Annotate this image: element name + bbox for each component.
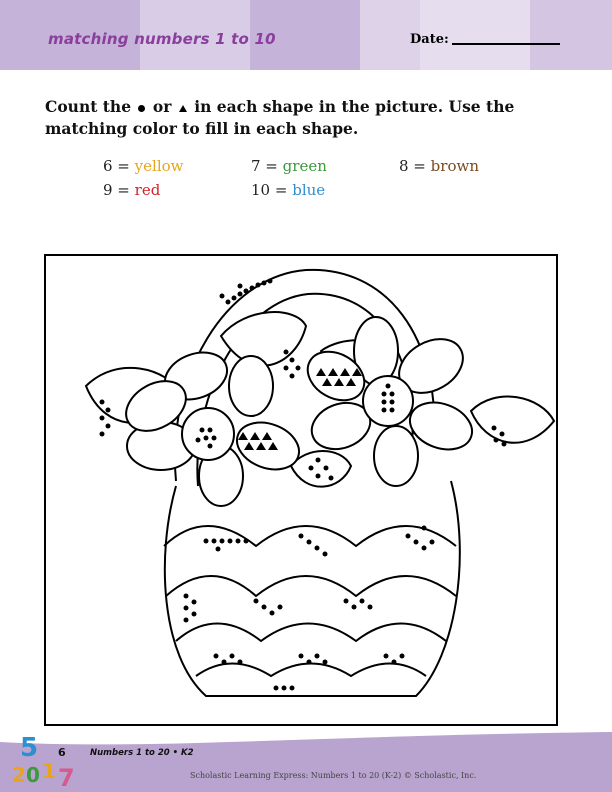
numbers-logo (8, 732, 80, 790)
page-header (0, 0, 612, 70)
logo-digit: 7 (58, 764, 75, 790)
flower-basket-illustration (46, 256, 556, 724)
page-number: 6 (58, 746, 66, 759)
copyright: Scholastic Learning Express: Numbers 1 to 20 (K-2) © Scholastic, Inc. (190, 771, 477, 780)
key-number: 6 = (103, 157, 130, 175)
key-color-name: yellow (134, 157, 184, 175)
key-color-name: red (134, 181, 161, 199)
logo-digit: 1 (42, 759, 56, 783)
series-label: Numbers 1 to 20 • K2 (90, 748, 194, 758)
leaf-top (221, 312, 306, 366)
triangle-icon (179, 105, 187, 112)
leaf-mid (291, 451, 351, 487)
handle-dots (220, 279, 273, 305)
key-item-9 (103, 181, 160, 199)
logo-digit: 2 (12, 763, 26, 787)
worksheet-title: matching numbers 1 to 10 (48, 30, 276, 48)
key-item-6 (103, 157, 184, 175)
basket-body (164, 481, 460, 696)
key-color-name: green (282, 157, 327, 175)
date-label: Date: (410, 32, 449, 47)
instructions-or: or (152, 97, 172, 116)
key-color-name: brown (430, 157, 479, 175)
key-item-7 (251, 157, 327, 175)
footer-band (0, 728, 612, 792)
coloring-picture-frame (44, 254, 558, 726)
date-line (452, 43, 560, 45)
instructions (45, 96, 575, 140)
instructions-part2: in each shape in the picture. Use the matching color to fill in each shape. (45, 97, 515, 138)
key-number: 9 = (103, 181, 130, 199)
leaf-right (471, 397, 554, 443)
key-number: 10 = (251, 181, 288, 199)
key-item-8 (399, 157, 479, 175)
key-number: 7 = (251, 157, 278, 175)
key-number: 8 = (399, 157, 426, 175)
dot-icon (138, 105, 145, 112)
instructions-part1: Count the (45, 97, 132, 116)
key-color-name: blue (292, 181, 326, 199)
logo-digit: 5 (20, 733, 39, 763)
logo-digit: 0 (26, 763, 40, 787)
key-item-10 (251, 181, 325, 199)
